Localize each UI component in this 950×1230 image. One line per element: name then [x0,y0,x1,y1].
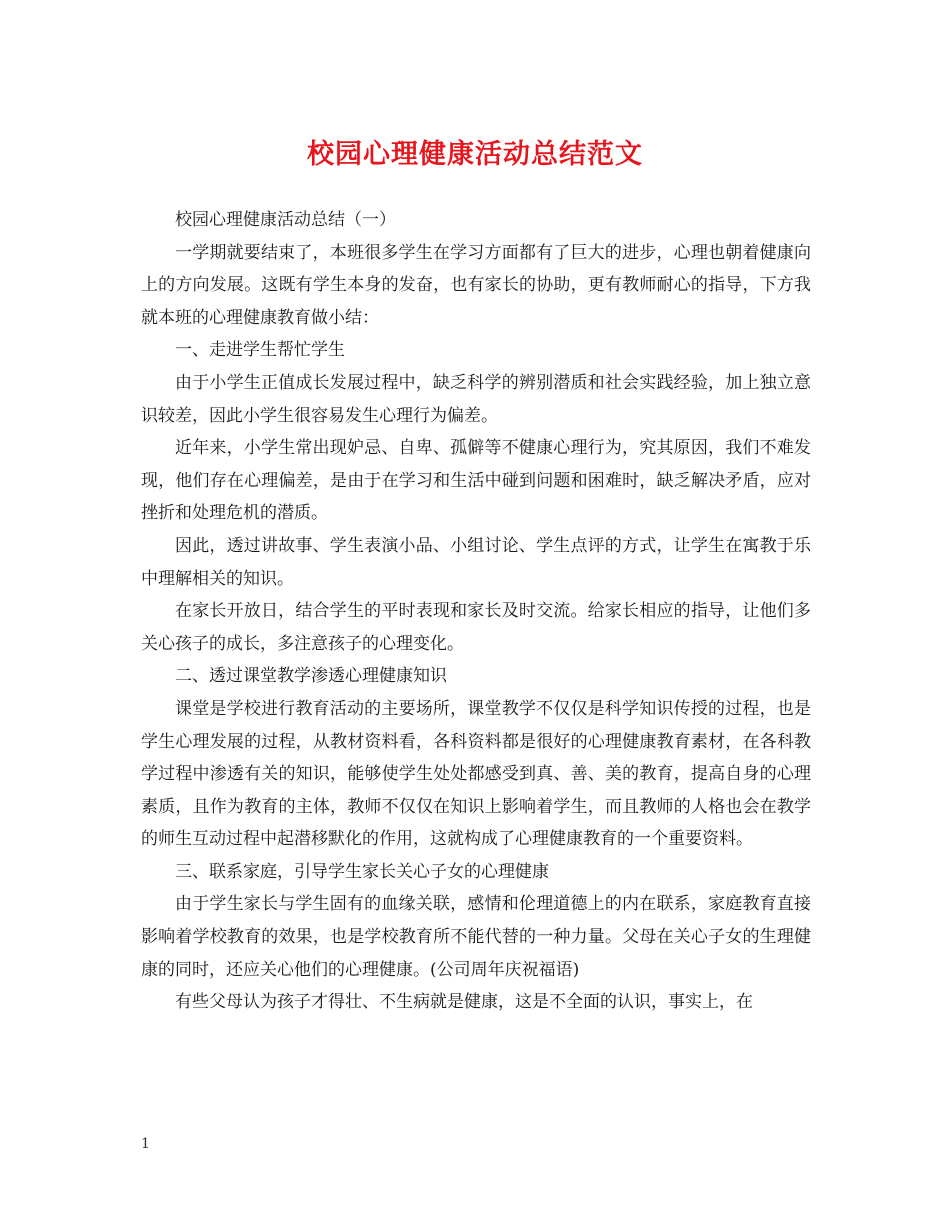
section-heading: 三、联系家庭，引导学生家长关心子女的心理健康 [175,861,549,882]
document-title: 校园心理健康活动总结范文 [307,139,643,170]
section-heading: 二、透过课堂教学渗透心理健康知识 [175,666,447,687]
paragraph: 有些父母认为孩子才得壮、不生病就是健康，这是不全面的认识，事实上，在 [175,992,753,1013]
paragraph: 一学期就要结束了，本班很多学生在学习方面都有了巨大的进步，心理也朝着健康向上的方向发展。这既有学生本身的发奋，也有家长的协助，更有教师耐心的指导，下方我就本班的心理健康教育做小结： [141,242,811,328]
paragraph: 课堂是学校进行教育活动的主要场所，课堂教学不仅仅是科学知识传授的过程，也是学生心理发展的过程，从教材资料看，各科资料都是很好的心理健康教育素材，在各科教学过程中渗透有关的知识，能够使学生处处都感受到真、善、美的教育，提高自身的心理素质，且作为教育的主体，教师不仅仅在知识上影响着学生，而且教师的人格也会在教学的师生互动过程中起潜移默化的作用，这就构成了心理健康教育的一个重要资料。 [141,698,811,850]
page-number: 1 [141,1136,150,1152]
paragraph: 由于学生家长与学生固有的血缘关联，感情和伦理道德上的内在联系，家庭教育直接影响着学校教育的效果，也是学校教育所不能代替的一种力量。父母在关心子女的生理健康的同时，还应关心他们的心理健康。(公司周年庆祝福语) [141,894,811,980]
document-body [141,204,811,1019]
paragraph: 因此，透过讲故事、学生表演小品、小组讨论、学生点评的方式，让学生在寓教于乐中理解相关的知识。 [141,535,811,589]
paragraph: 近年来，小学生常出现妒忌、自卑、孤僻等不健康心理行为，究其原因，我们不难发现，他们存在心理偏差，是由于在学习和生活中碰到问题和困难时，缺乏解决矛盾，应对挫折和处理危机的潜质。 [141,438,811,524]
paragraph: 由于小学生正值成长发展过程中，缺乏科学的辨别潜质和社会实践经验，加上独立意识较差，因此小学生很容易发生心理行为偏差。 [141,372,811,426]
section-heading: 一、走进学生帮忙学生 [175,340,345,361]
paragraph: 校园心理健康活动总结（一） [175,210,396,230]
paragraph: 在家长开放日，结合学生的平时表现和家长及时交流。给家长相应的指导，让他们多关心孩子的成长，多注意孩子的心理变化。 [141,601,811,654]
